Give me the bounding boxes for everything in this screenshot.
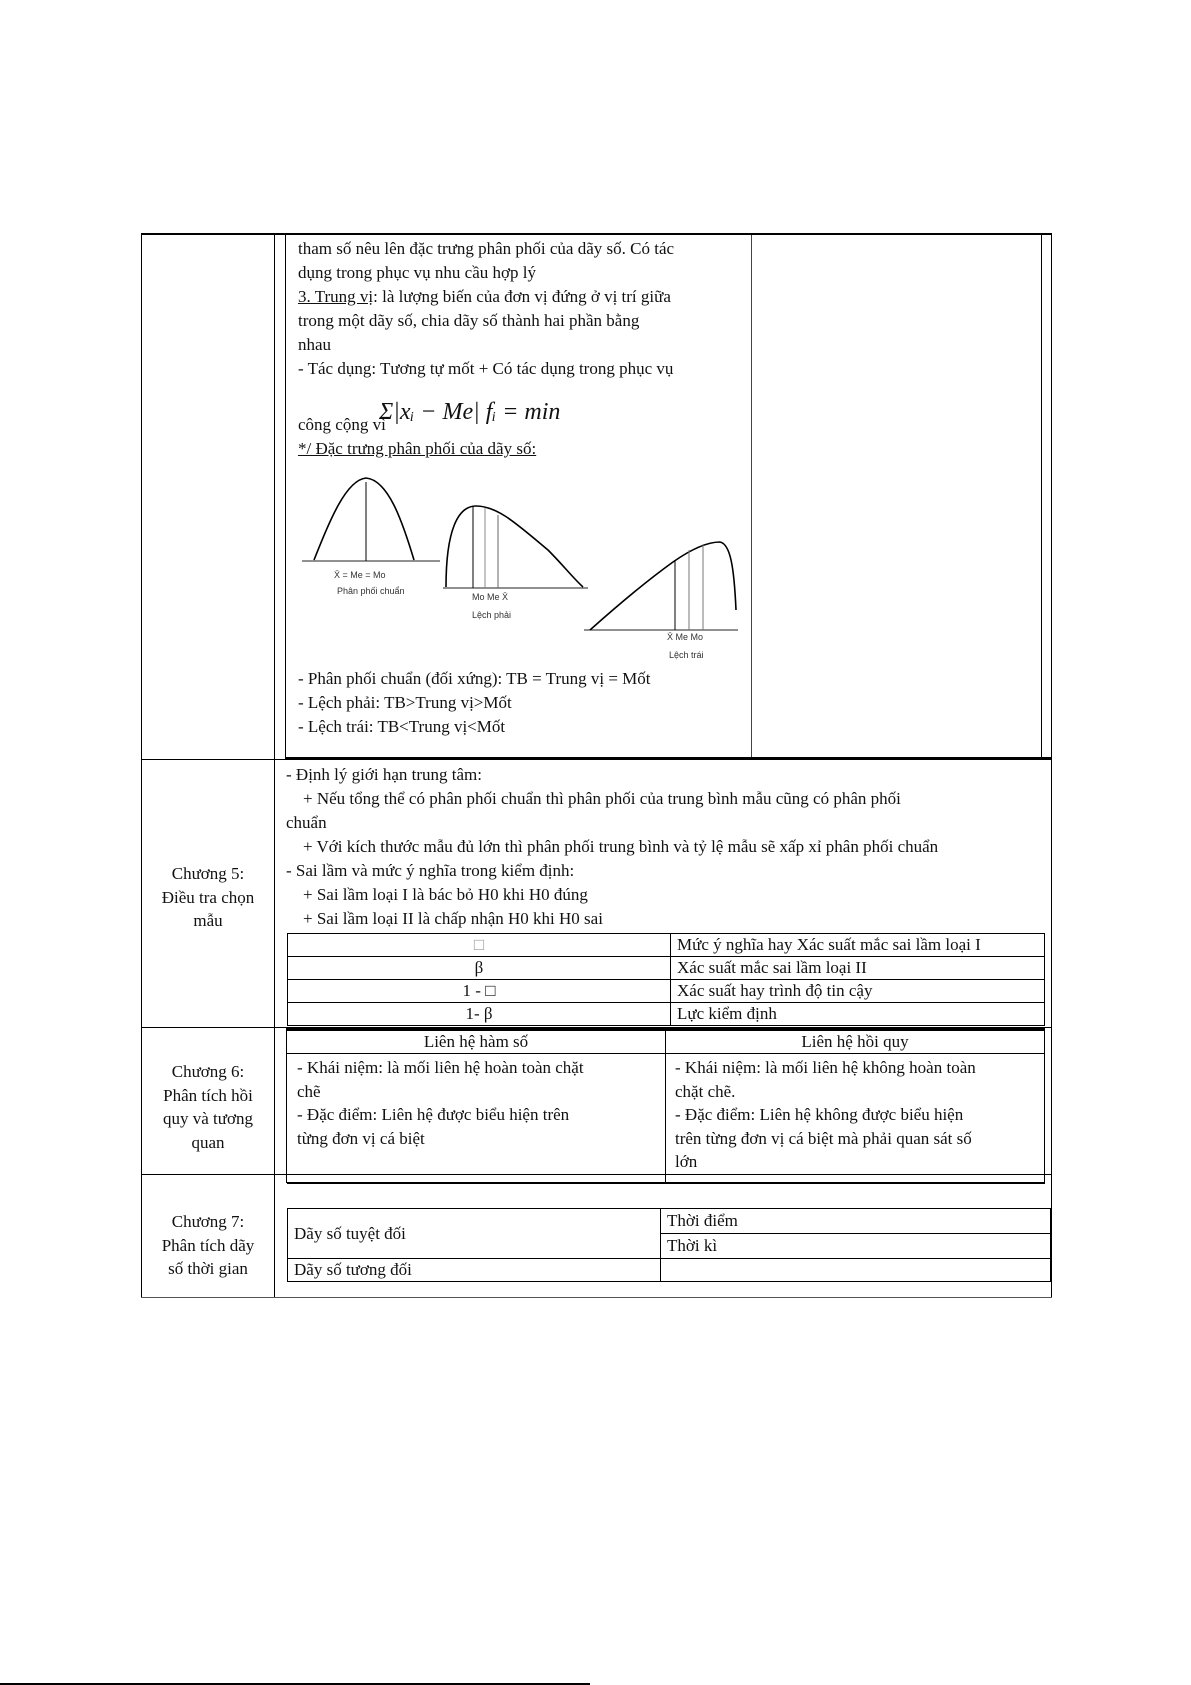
text-line: công cộng vì — [298, 415, 386, 434]
regression-relation-header: Liên hệ hồi quy — [801, 1032, 909, 1051]
right-skew-caption: Lệch phải — [472, 610, 512, 620]
ch5-line: - Định lý giới hạn trung tâm: — [286, 765, 482, 784]
text-line: nhau — [298, 335, 332, 354]
chapter5-title-line: Điều tra chọn — [161, 887, 255, 907]
absolute-type-cell: Thời kì — [661, 1234, 1051, 1259]
table-right-border — [1051, 233, 1052, 1298]
text-line: - Đặc điểm: Liên hệ không được biểu hiện — [675, 1105, 964, 1124]
symbol-cell: β — [288, 957, 671, 980]
text-line: chặt chẽ. — [675, 1081, 736, 1101]
chapter6-title — [142, 1060, 274, 1154]
ch5-line: + Sai lầm loại II là chấp nhận H0 khi H0 sai — [286, 909, 603, 928]
inner-box-right — [1041, 235, 1042, 757]
absolute-series-cell: Dãy số tuyệt đối — [288, 1209, 661, 1259]
median-definition-text: : là lượng biến của đơn vị đứng ở vị trí giữa — [373, 287, 671, 306]
table-row — [288, 934, 1045, 957]
ch5-line: + Nếu tổng thể có phân phối chuẩn thì phân phối của trung bình mẫu cũng có phân phối — [286, 789, 901, 808]
table-top-border — [141, 233, 1052, 235]
chapter7-title-line: Phân tích dãy — [161, 1235, 255, 1255]
chapter7-title-line: số thời gian — [168, 1259, 248, 1278]
text-line: chẽ — [297, 1081, 321, 1101]
table-row — [288, 957, 1045, 980]
table-row — [288, 1209, 1051, 1234]
regression-relation-content — [675, 1056, 1040, 1174]
text-line: từng đơn vị cá biệt — [297, 1128, 425, 1148]
median-heading: 3. Trung vị — [298, 287, 374, 306]
normal-marker-label: X̄ = Me = Mo — [334, 570, 386, 580]
right-skew-curve — [443, 506, 588, 588]
functional-relation-content — [297, 1056, 662, 1150]
text-line: dụng trong phục vụ nhu cầu hợp lý — [298, 263, 536, 282]
ch5-line: chuẩn — [286, 813, 327, 832]
row-divider-1 — [141, 759, 1052, 760]
text-line: - Tác dụng: Tương tự mốt + Có tác dụng trong phục vụ — [298, 359, 674, 378]
symbol-cell: 1- β — [288, 1003, 671, 1026]
text-line: trên từng đơn vị cá biệt mà phải quan sát số — [675, 1128, 972, 1148]
meaning-cell: Lực kiểm định — [671, 1003, 1045, 1026]
chapter5-title-line: Chương 5: — [171, 864, 245, 883]
relative-series-cell: Dãy số tương đối — [288, 1259, 661, 1282]
functional-relation-header: Liên hệ hàm số — [423, 1032, 529, 1051]
chapter7-title — [142, 1210, 274, 1281]
relative-type-cell — [661, 1259, 1051, 1282]
chapter6-title-line: quy và tương — [163, 1109, 253, 1128]
text-line: - Khái niệm: là mối liên hệ hoàn toàn chặt — [297, 1058, 584, 1077]
ch5-line: - Sai lầm và mức ý nghĩa trong kiểm định: — [286, 861, 575, 880]
relation-table-bottom — [287, 1182, 1045, 1184]
ch5-line: + Sai lầm loại I là bác bỏ H0 khi H0 đúng — [286, 885, 588, 904]
table-row — [288, 980, 1045, 1003]
table-row — [288, 1259, 1051, 1282]
table-row — [288, 1003, 1045, 1026]
conclusion-line: - Phân phối chuẩn (đối xứng): TB = Trung vị = Mốt — [298, 669, 651, 688]
left-skew-marker-label: X̄ Me Mo — [667, 632, 704, 642]
chapter6-title-line: Chương 6: — [171, 1062, 245, 1081]
text-line: - Đặc điểm: Liên hệ được biểu hiện trên — [297, 1105, 570, 1124]
meaning-cell: Mức ý nghĩa hay Xác suất mắc sai lầm loại I — [671, 934, 1045, 957]
normal-distribution-curve — [302, 478, 440, 561]
table-bottom-border — [141, 1297, 1052, 1298]
symbol-cell: □ — [288, 934, 671, 957]
distribution-heading: */ Đặc trưng phân phối của dãy số: — [298, 439, 537, 458]
inner-box-divider — [751, 235, 752, 757]
inner-box-bottom — [285, 757, 1052, 759]
right-skew-marker-label: Mo Me X̄ — [472, 592, 509, 602]
row-divider-3 — [141, 1174, 1052, 1175]
meaning-cell: Xác suất mắc sai lầm loại II — [671, 957, 1045, 980]
conclusion-line: - Lệch trái: TB<Trung vị<Mốt — [298, 717, 506, 736]
median-formula: Σ|xᵢ − Me| fᵢ = min — [379, 399, 561, 425]
left-skew-caption: Lệch trái — [669, 650, 704, 660]
normal-caption: Phân phối chuẩn — [337, 586, 405, 596]
text-line: - Khái niệm: là mối liên hệ không hoàn toàn — [675, 1058, 976, 1077]
error-table — [287, 933, 1045, 1026]
relation-table-right — [1044, 1028, 1045, 1183]
chapter7-title-line: Chương 7: — [171, 1212, 245, 1231]
median-definition — [298, 285, 671, 309]
chapter6-title-line: quan — [191, 1132, 225, 1152]
conclusion-line: - Lệch phải: TB>Trung vị>Mốt — [298, 693, 512, 712]
meaning-cell: Xác suất hay trình độ tin cậy — [671, 980, 1045, 1003]
text-line: trong một dãy số, chia dãy số thành hai phần bằng — [298, 311, 640, 330]
time-series-table — [287, 1208, 1051, 1282]
text-line: lớn — [675, 1152, 698, 1171]
absolute-type-cell: Thời điểm — [661, 1209, 1051, 1234]
left-skew-curve — [584, 542, 738, 630]
ch5-line: + Với kích thước mẫu đủ lớn thì phân phối trung bình và tỷ lệ mẫu sẽ xấp xỉ phân phối chuẩn — [286, 837, 939, 856]
inner-box-left — [285, 235, 286, 757]
table-column-divider — [274, 233, 275, 1298]
text-line: tham số nêu lên đặc trưng phân phối của dãy số. Có tác — [298, 239, 675, 258]
chapter5-title — [142, 862, 274, 933]
chapter5-title-line: mẫu — [193, 911, 223, 930]
symbol-cell: 1 - □ — [288, 980, 671, 1003]
chapter6-title-line: Phân tích hồi — [163, 1085, 253, 1105]
